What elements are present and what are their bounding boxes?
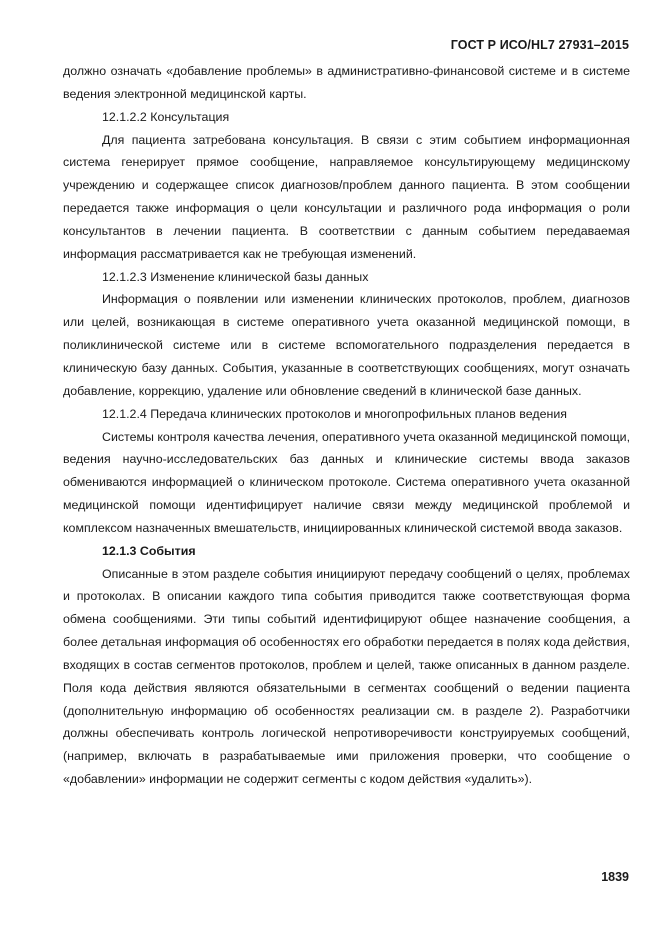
subsection-heading-protocol-transfer: 12.1.2.4 Передача клинических протоколов и многопрофильных планов ведения	[102, 406, 567, 421]
subsection-heading-consultation: 12.1.2.2 Консультация	[102, 109, 230, 124]
subsection-heading-clinical-db-change: 12.1.2.3 Изменение клинической базы данных	[102, 269, 369, 284]
body-paragraph: Для пациента затребована консультация. В связи с этим событием информационная система генерирует прямое сообщение, направляемое консультирующему медицинскому учреждению и содержащее список диагнозов/проблем данного пациента. В этом сообщении передается также информация о цели консультации и различного рода информация о роли консультантов в лечении пациента. В соответствии с данным событием передаваемая информация рассматривается как не требующая изменений.	[63, 132, 630, 261]
document-body	[63, 60, 630, 791]
body-paragraph: Описанные в этом разделе события инициируют передачу сообщений о целях, проблемах и протоколах. В описании каждого типа события приводится также соответствующая форма обмена сообщениями. Эти типы событий идентифицируют общее назначение сообщения, а более детальная информация об особенностях его обработки передается в полях кода действия, входящих в состав сегментов протоколов, проблем и целей, также описанных в данном разделе. Поля кода действия являются обязательными в сегментах сообщений о ведении пациента (дополнительную информацию об особенностях реализации см. в разделе 2). Разработчики должны обеспечивать контроль логической непротиворечивости конструируемых сообщений, (например, включать в разрабатываемые ими приложения проверки, что сообщение о «добавлении» информации не содержит сегменты с кодом действия «удалить»).	[63, 566, 630, 787]
body-paragraph: Системы контроля качества лечения, оперативного учета оказанной медицинской помощи, ведения научно-исследовательских баз данных и клинические системы ввода заказов обмениваются информацией о клиническом протоколе. Система оперативного учета оказанной медицинской помощи идентифицирует наличие связи между медицинской проблемой и комплексом назначенных вмешательств, инициированных клинической системой ввода заказов.	[63, 429, 631, 535]
body-paragraph: Информация о появлении или изменении клинических протоколов, проблем, диагнозов или целей, возникающая в системе оперативного учета оказанной медицинской помощи, в поликлинической системе или в системе вспомогательного подразделения передается в клиническую базу данных. События, указанные в соответствующих сообщениях, могут означать добавление, коррекцию, удаление или обновление сведений в клинической базе данных.	[63, 292, 630, 398]
page-number: 1839	[601, 870, 629, 884]
section-heading-events: 12.1.3 События	[102, 543, 196, 558]
document-header: ГОСТ Р ИСО/HL7 27931–2015	[450, 38, 629, 52]
continuation-paragraph: должно означать «добавление проблемы» в административно-финансовой системе и в системе ведения электронной медицинской карты.	[63, 64, 630, 101]
